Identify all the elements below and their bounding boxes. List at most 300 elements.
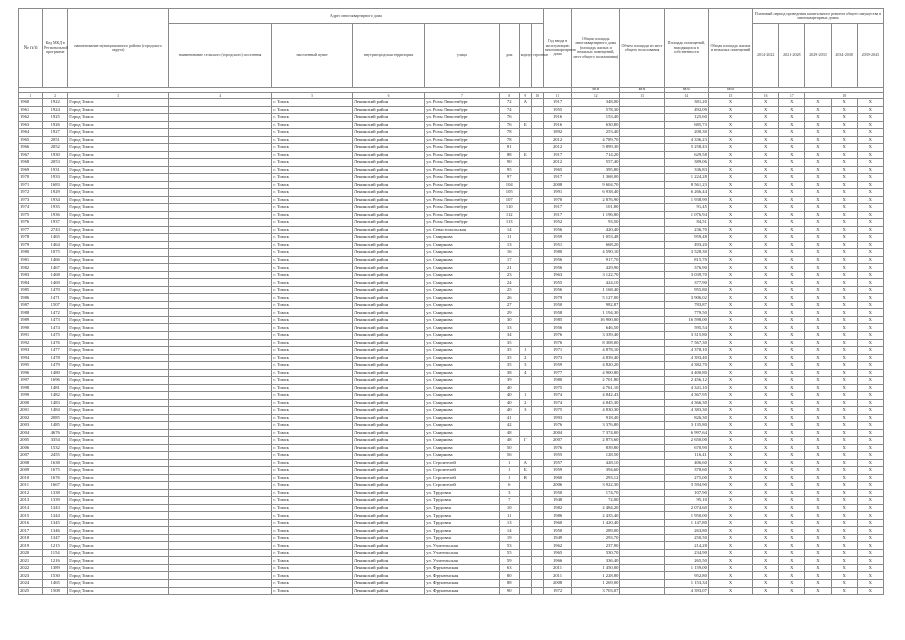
period-4: Х — [831, 354, 857, 362]
period-3: Х — [805, 557, 831, 565]
period-5: Х — [857, 249, 883, 257]
build-year: 1951 — [543, 241, 571, 249]
area-inv: Х — [708, 331, 752, 339]
municipality: Город Томск — [68, 136, 169, 144]
period-4: Х — [831, 339, 857, 347]
area-inv: Х — [708, 452, 752, 460]
period-4: Х — [831, 459, 857, 467]
table-body — [19, 99, 884, 595]
mkd-code: 1924 — [43, 106, 68, 114]
mkd-code: 2052 — [43, 144, 68, 152]
period-3: Х — [805, 181, 831, 189]
building — [531, 572, 543, 580]
period-1: Х — [753, 519, 779, 527]
period-5: Х — [857, 474, 883, 482]
house-number: 41 — [499, 414, 519, 422]
municipality: Город Томск — [68, 181, 169, 189]
period-3: Х — [805, 121, 831, 129]
period-4: Х — [831, 444, 857, 452]
area-total: 4 820,20 — [572, 362, 620, 370]
area-tech — [620, 519, 664, 527]
municipality: Город Томск — [68, 542, 169, 550]
building — [531, 497, 543, 505]
municipality: Город Томск — [68, 564, 169, 572]
mkd-code: 1479 — [43, 362, 68, 370]
street: ул. Трудовая — [425, 534, 499, 542]
period-3: Х — [805, 474, 831, 482]
period-2: Х — [779, 369, 805, 377]
corpus — [519, 286, 531, 294]
period-5: Х — [857, 580, 883, 588]
settlement — [168, 542, 272, 550]
area-tech — [620, 459, 664, 467]
street: ул. Учительская — [425, 549, 499, 557]
building — [531, 489, 543, 497]
period-2: Х — [779, 407, 805, 415]
row-number: 1999 — [19, 392, 43, 400]
house-number: 90 — [499, 587, 519, 595]
period-2: Х — [779, 497, 805, 505]
settlement — [168, 166, 272, 174]
row-number: 2024 — [19, 580, 43, 588]
mkd-code: 1933 — [43, 174, 68, 182]
area-inv: Х — [708, 362, 752, 370]
locality: г. Томск — [272, 301, 352, 309]
period-3: Х — [805, 256, 831, 264]
period-4: Х — [831, 392, 857, 400]
house-number: 35 — [499, 339, 519, 347]
street: ул. Смирнова — [425, 414, 499, 422]
period-3: Х — [805, 587, 831, 595]
build-year: 1976 — [543, 331, 571, 339]
corpus — [519, 234, 531, 242]
period-4: Х — [831, 347, 857, 355]
street: ул. Строителей — [425, 482, 499, 490]
area-inv: Х — [708, 474, 752, 482]
table-row — [19, 256, 884, 264]
area-rooms: 8 561,23 — [664, 181, 708, 189]
locality: г. Томск — [272, 377, 352, 385]
municipality: Город Томск — [68, 407, 169, 415]
municipality: Город Томск — [68, 279, 169, 287]
area-inv: Х — [708, 482, 752, 490]
column-number: 11 — [543, 93, 571, 99]
locality: г. Томск — [272, 557, 352, 565]
period-5: Х — [857, 159, 883, 167]
row-number: 1968 — [19, 159, 43, 167]
house-number: 1 — [499, 467, 519, 475]
house-number: 59 — [499, 557, 519, 565]
period-2: Х — [779, 241, 805, 249]
period-3: Х — [805, 384, 831, 392]
territory: Ленинский район — [352, 121, 424, 129]
locality: г. Томск — [272, 219, 352, 227]
street: ул. Строителей — [425, 467, 499, 475]
area-rooms: 250,50 — [664, 534, 708, 542]
period-1: Х — [753, 249, 779, 257]
street: ул. Строителей — [425, 474, 499, 482]
area-rooms: 1 076,94 — [664, 211, 708, 219]
header-area-inv: Общая площадь жилых и нежилых помещений — [708, 9, 752, 88]
locality: г. Томск — [272, 474, 352, 482]
table-row — [19, 309, 884, 317]
period-3: Х — [805, 271, 831, 279]
corpus — [519, 136, 531, 144]
period-4: Х — [831, 129, 857, 137]
table-row — [19, 504, 884, 512]
territory: Ленинский район — [352, 279, 424, 287]
period-5: Х — [857, 384, 883, 392]
row-number: 1960 — [19, 99, 43, 107]
area-tech — [620, 324, 664, 332]
house-number: 97 — [499, 174, 519, 182]
period-4: Х — [831, 196, 857, 204]
territory: Ленинский район — [352, 249, 424, 257]
period-4: Х — [831, 114, 857, 122]
municipality: Город Томск — [68, 482, 169, 490]
territory: Ленинский район — [352, 572, 424, 580]
house-number: 112 — [499, 211, 519, 219]
territory: Ленинский район — [352, 444, 424, 452]
municipality: Город Томск — [68, 189, 169, 197]
locality: г. Томск — [272, 384, 352, 392]
house-number: 21 — [499, 264, 519, 272]
street: ул. Смирнова — [425, 331, 499, 339]
corpus — [519, 564, 531, 572]
building — [531, 527, 543, 535]
unit-area-tech: кв.м — [620, 88, 664, 93]
area-tech — [620, 129, 664, 137]
period-5: Х — [857, 459, 883, 467]
area-inv: Х — [708, 377, 752, 385]
build-year: 1956 — [543, 286, 571, 294]
period-2: Х — [779, 422, 805, 430]
locality: г. Томск — [272, 542, 352, 550]
territory: Ленинский район — [352, 504, 424, 512]
build-year: 1980 — [543, 249, 571, 257]
house-number: 105 — [499, 189, 519, 197]
street: ул. Трудовая — [425, 504, 499, 512]
corpus — [519, 159, 531, 167]
period-1: Х — [753, 459, 779, 467]
territory: Ленинский район — [352, 159, 424, 167]
build-year: 1956 — [543, 264, 571, 272]
period-5: Х — [857, 144, 883, 152]
area-tech — [620, 392, 664, 400]
period-1: Х — [753, 407, 779, 415]
area-rooms: 3 039,70 — [664, 271, 708, 279]
build-year: 1986 — [543, 512, 571, 520]
period-5: Х — [857, 482, 883, 490]
area-inv: Х — [708, 399, 752, 407]
period-5: Х — [857, 444, 883, 452]
period-3: Х — [805, 414, 831, 422]
period-5: Х — [857, 219, 883, 227]
building — [531, 294, 543, 302]
house-number: 110 — [499, 204, 519, 212]
locality: г. Томск — [272, 294, 352, 302]
period-4: Х — [831, 249, 857, 257]
area-inv: Х — [708, 144, 752, 152]
header-num: № п/п — [19, 9, 43, 88]
period-3: Х — [805, 309, 831, 317]
period-1: Х — [753, 271, 779, 279]
row-number: 2005 — [19, 437, 43, 445]
mkd-code: 1482 — [43, 392, 68, 400]
period-4: Х — [831, 271, 857, 279]
period-2: Х — [779, 189, 805, 197]
area-inv: Х — [708, 204, 752, 212]
period-4: Х — [831, 542, 857, 550]
period-2: Х — [779, 121, 805, 129]
table-row — [19, 196, 884, 204]
area-inv: Х — [708, 369, 752, 377]
settlement — [168, 181, 272, 189]
building — [531, 264, 543, 272]
area-tech — [620, 407, 664, 415]
table-row — [19, 580, 884, 588]
territory: Ленинский район — [352, 384, 424, 392]
column-number: 18 — [805, 93, 884, 99]
period-1: Х — [753, 294, 779, 302]
settlement — [168, 249, 272, 257]
area-total: 1 053,48 — [572, 234, 620, 242]
period-5: Х — [857, 392, 883, 400]
municipality: Город Томск — [68, 452, 169, 460]
period-1: Х — [753, 534, 779, 542]
header-area-tech: Объем площади из мест общего пользования — [620, 9, 664, 88]
period-2: Х — [779, 384, 805, 392]
period-1: Х — [753, 444, 779, 452]
period-5: Х — [857, 572, 883, 580]
header-building: строение — [531, 24, 543, 88]
period-3: Х — [805, 234, 831, 242]
house-number: 1 — [499, 459, 519, 467]
locality: г. Томск — [272, 422, 352, 430]
area-rooms: 1 147,80 — [664, 519, 708, 527]
period-2: Х — [779, 587, 805, 595]
mkd-code: 1474 — [43, 324, 68, 332]
house-number: 72 — [499, 99, 519, 107]
column-number: 2 — [43, 93, 68, 99]
corpus — [519, 211, 531, 219]
row-number: 2023 — [19, 572, 43, 580]
territory: Ленинский район — [352, 256, 424, 264]
area-rooms: 236,70 — [664, 226, 708, 234]
area-total: 1 228,80 — [572, 572, 620, 580]
period-3: Х — [805, 377, 831, 385]
area-tech — [620, 264, 664, 272]
building — [531, 129, 543, 137]
area-tech — [620, 572, 664, 580]
period-4: Х — [831, 301, 857, 309]
period-2: Х — [779, 474, 805, 482]
area-total: 982,87 — [572, 301, 620, 309]
row-number: 2008 — [19, 459, 43, 467]
period-1: Х — [753, 324, 779, 332]
period-3: Х — [805, 324, 831, 332]
building — [531, 196, 543, 204]
period-3: Х — [805, 497, 831, 505]
period-1: Х — [753, 362, 779, 370]
corpus — [519, 549, 531, 557]
building — [531, 241, 543, 249]
settlement — [168, 527, 272, 535]
mkd-code: 1339 — [43, 497, 68, 505]
building — [531, 219, 543, 227]
area-inv: Х — [708, 414, 752, 422]
municipality: Город Томск — [68, 121, 169, 129]
house-number: 88 — [499, 151, 519, 159]
area-inv: Х — [708, 444, 752, 452]
building — [531, 452, 543, 460]
row-number: 1988 — [19, 309, 43, 317]
corpus — [519, 264, 531, 272]
period-3: Х — [805, 580, 831, 588]
area-rooms: 116,41 — [664, 452, 708, 460]
row-number: 1982 — [19, 264, 43, 272]
locality: г. Томск — [272, 264, 352, 272]
street: ул. Фрунзенская — [425, 587, 499, 595]
area-inv: Х — [708, 384, 752, 392]
period-3: Х — [805, 512, 831, 520]
period-1: Х — [753, 279, 779, 287]
period-2: Х — [779, 271, 805, 279]
mkd-code: 1530 — [43, 572, 68, 580]
house-number: 27 — [499, 301, 519, 309]
period-4: Х — [831, 527, 857, 535]
period-3: Х — [805, 467, 831, 475]
area-rooms: 4 393,40 — [664, 354, 708, 362]
area-tech — [620, 557, 664, 565]
build-year: 1980 — [543, 377, 571, 385]
period-1: Х — [753, 196, 779, 204]
territory: Ленинский район — [352, 99, 424, 107]
building — [531, 444, 543, 452]
period-2: Х — [779, 527, 805, 535]
area-rooms: 376,90 — [664, 264, 708, 272]
street: ул. Смирнова — [425, 294, 499, 302]
period-3: Х — [805, 519, 831, 527]
municipality: Город Томск — [68, 549, 169, 557]
locality: г. Томск — [272, 504, 352, 512]
period-3: Х — [805, 452, 831, 460]
area-tech — [620, 339, 664, 347]
territory: Ленинский район — [352, 527, 424, 535]
locality: г. Томск — [272, 271, 352, 279]
area-total: 128,50 — [572, 452, 620, 460]
period-5: Х — [857, 174, 883, 182]
house-number: 95 — [499, 166, 519, 174]
municipality: Город Томск — [68, 264, 169, 272]
build-year: 1960 — [543, 519, 571, 527]
period-4: Х — [831, 166, 857, 174]
street: ул. Смирнова — [425, 339, 499, 347]
period-4: Х — [831, 211, 857, 219]
build-year: 1955 — [543, 279, 571, 287]
municipality: Город Томск — [68, 271, 169, 279]
territory: Ленинский район — [352, 369, 424, 377]
period-3: Х — [805, 196, 831, 204]
corpus — [519, 189, 531, 197]
area-inv: Х — [708, 286, 752, 294]
table-row — [19, 316, 884, 324]
area-rooms: 16 598,00 — [664, 316, 708, 324]
corpus — [519, 219, 531, 227]
area-tech — [620, 377, 664, 385]
street: ул. Розы Люксембург — [425, 159, 499, 167]
period-3: Х — [805, 444, 831, 452]
period-4: Х — [831, 407, 857, 415]
row-number: 1986 — [19, 294, 43, 302]
period-4: Х — [831, 159, 857, 167]
period-2: Х — [779, 377, 805, 385]
municipality: Город Томск — [68, 129, 169, 137]
street: ул. Смирнова — [425, 444, 499, 452]
territory: Ленинский район — [352, 151, 424, 159]
build-year: 1960 — [543, 474, 571, 482]
period-4: Х — [831, 362, 857, 370]
build-year: 1917 — [543, 99, 571, 107]
period-2: Х — [779, 362, 805, 370]
settlement — [168, 301, 272, 309]
mkd-code: 1468 — [43, 271, 68, 279]
territory: Ленинский район — [352, 241, 424, 249]
period-3: Х — [805, 106, 831, 114]
corpus: 4 — [519, 369, 531, 377]
period-4: Х — [831, 174, 857, 182]
street: ул. Розы Люксембург — [425, 144, 499, 152]
period-2: Х — [779, 482, 805, 490]
mkd-code: 1344 — [43, 512, 68, 520]
corpus: А — [519, 99, 531, 107]
corpus — [519, 129, 531, 137]
build-year: 1955 — [543, 452, 571, 460]
area-total: 8 308,00 — [572, 339, 620, 347]
row-number: 1963 — [19, 121, 43, 129]
area-rooms: 389,06 — [664, 159, 708, 167]
mkd-code: 1345 — [43, 519, 68, 527]
row-number: 2021 — [19, 557, 43, 565]
area-rooms: 336,83 — [664, 166, 708, 174]
corpus — [519, 249, 531, 257]
area-inv: Х — [708, 279, 752, 287]
build-year: 1966 — [543, 557, 571, 565]
territory: Ленинский район — [352, 174, 424, 182]
period-1: Х — [753, 452, 779, 460]
municipality: Город Томск — [68, 106, 169, 114]
period-1: Х — [753, 369, 779, 377]
building — [531, 226, 543, 234]
locality: г. Томск — [272, 99, 352, 107]
build-year: 2008 — [543, 580, 571, 588]
settlement — [168, 196, 272, 204]
area-inv: Х — [708, 181, 752, 189]
row-number: 2013 — [19, 497, 43, 505]
corpus — [519, 339, 531, 347]
corpus — [519, 534, 531, 542]
house-number: 80 — [499, 572, 519, 580]
build-year: 1982 — [543, 504, 571, 512]
period-5: Х — [857, 354, 883, 362]
period-4: Х — [831, 286, 857, 294]
period-5: Х — [857, 294, 883, 302]
build-year: 2008 — [543, 181, 571, 189]
settlement — [168, 407, 272, 415]
period-4: Х — [831, 489, 857, 497]
period-5: Х — [857, 226, 883, 234]
settlement — [168, 392, 272, 400]
